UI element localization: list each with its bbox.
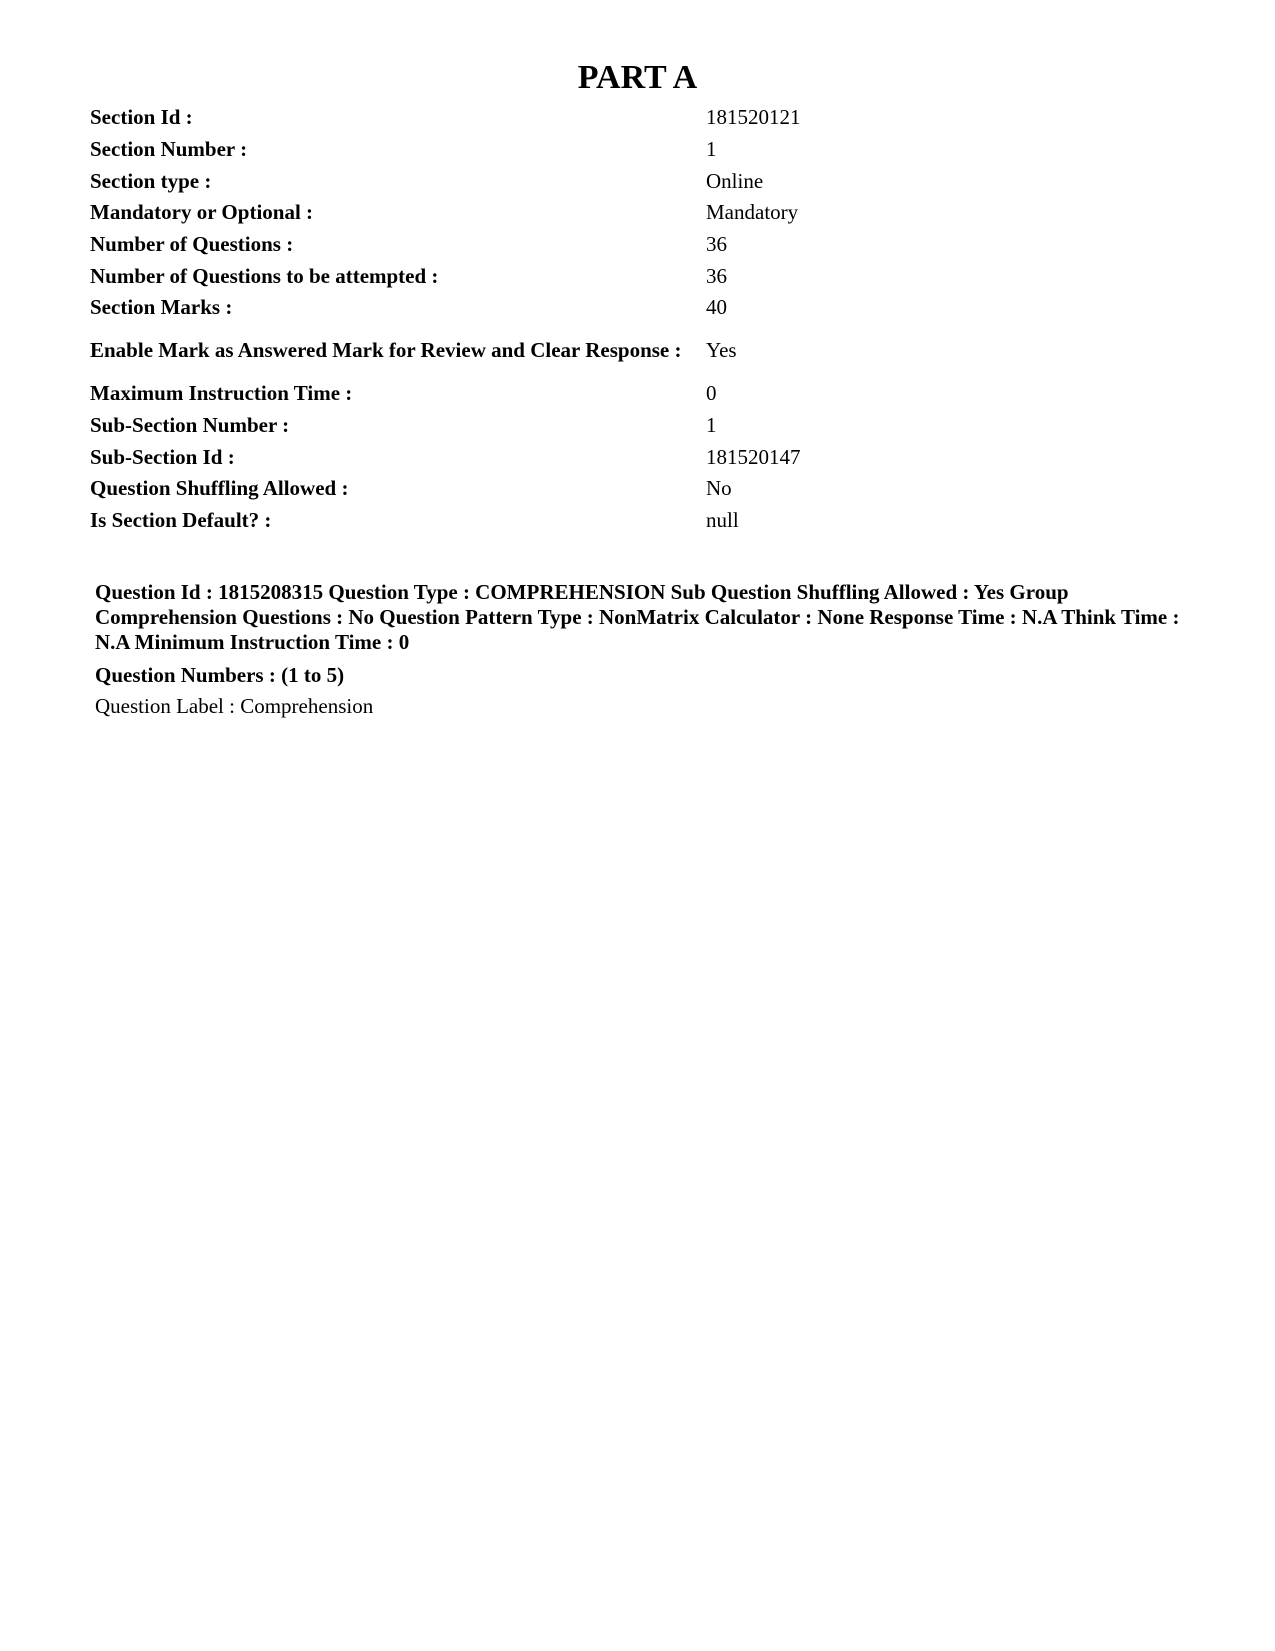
is-section-default-value: null bbox=[706, 507, 739, 532]
number-of-questions-value: 36 bbox=[706, 232, 727, 257]
section-info-row bbox=[90, 292, 1190, 324]
question-metadata: Question Id : 1815208315 Question Type : COMPREHENSION Sub Question Shuffling Allowed : Yes Group Comprehension Questions : No Question Pattern Type : NonMatrix Calculator : None Response Time : N.A Think Time : N.A Minimum Instruction Time : 0 bbox=[95, 580, 1180, 654]
enable-mark-review-label: Enable Mark as Answered Mark for Review and Clear Response : bbox=[90, 338, 682, 363]
sub-section-number-value: 1 bbox=[706, 412, 717, 437]
section-info-row bbox=[90, 378, 1190, 410]
section-info-row bbox=[90, 410, 1190, 442]
question-label: Question Label : Comprehension bbox=[95, 694, 374, 718]
section-info-row bbox=[90, 260, 1190, 292]
max-instruction-time-value: 0 bbox=[706, 381, 717, 406]
section-number-label: Section Number : bbox=[90, 137, 248, 162]
questions-to-attempt-label: Number of Questions to be attempted : bbox=[90, 263, 439, 288]
section-info-row bbox=[90, 134, 1190, 166]
section-type-value: Online bbox=[706, 168, 764, 193]
section-type-label: Section type : bbox=[90, 168, 212, 193]
mandatory-optional-value: Mandatory bbox=[706, 200, 799, 225]
section-id-label: Section Id : bbox=[90, 105, 193, 130]
section-info-row bbox=[90, 102, 1190, 134]
section-marks-value: 40 bbox=[706, 295, 727, 320]
enable-mark-review-value: Yes bbox=[706, 338, 737, 363]
sub-section-id-label: Sub-Section Id : bbox=[90, 444, 235, 469]
is-section-default-label: Is Section Default? : bbox=[90, 507, 272, 532]
page-title: PART A bbox=[577, 59, 698, 96]
questions-to-attempt-value: 36 bbox=[706, 263, 727, 288]
number-of-questions-label: Number of Questions : bbox=[90, 232, 294, 257]
max-instruction-time-label: Maximum Instruction Time : bbox=[90, 381, 353, 406]
sub-section-number-label: Sub-Section Number : bbox=[90, 412, 290, 437]
section-info-row bbox=[90, 229, 1190, 261]
section-info-table bbox=[90, 102, 1190, 536]
question-shuffling-label: Question Shuffling Allowed : bbox=[90, 476, 349, 501]
section-info-row bbox=[90, 324, 1190, 378]
section-info-row bbox=[90, 505, 1190, 537]
section-marks-label: Section Marks : bbox=[90, 295, 233, 320]
section-id-value: 181520121 bbox=[706, 105, 801, 130]
section-info-row bbox=[90, 473, 1190, 505]
sub-section-id-value: 181520147 bbox=[706, 444, 801, 469]
section-info-row bbox=[90, 441, 1190, 473]
question-numbers: Question Numbers : (1 to 5) bbox=[95, 663, 345, 687]
section-number-value: 1 bbox=[706, 137, 717, 162]
section-info-row bbox=[90, 197, 1190, 229]
mandatory-optional-label: Mandatory or Optional : bbox=[90, 200, 314, 225]
section-info-row bbox=[90, 165, 1190, 197]
question-shuffling-value: No bbox=[706, 476, 732, 501]
